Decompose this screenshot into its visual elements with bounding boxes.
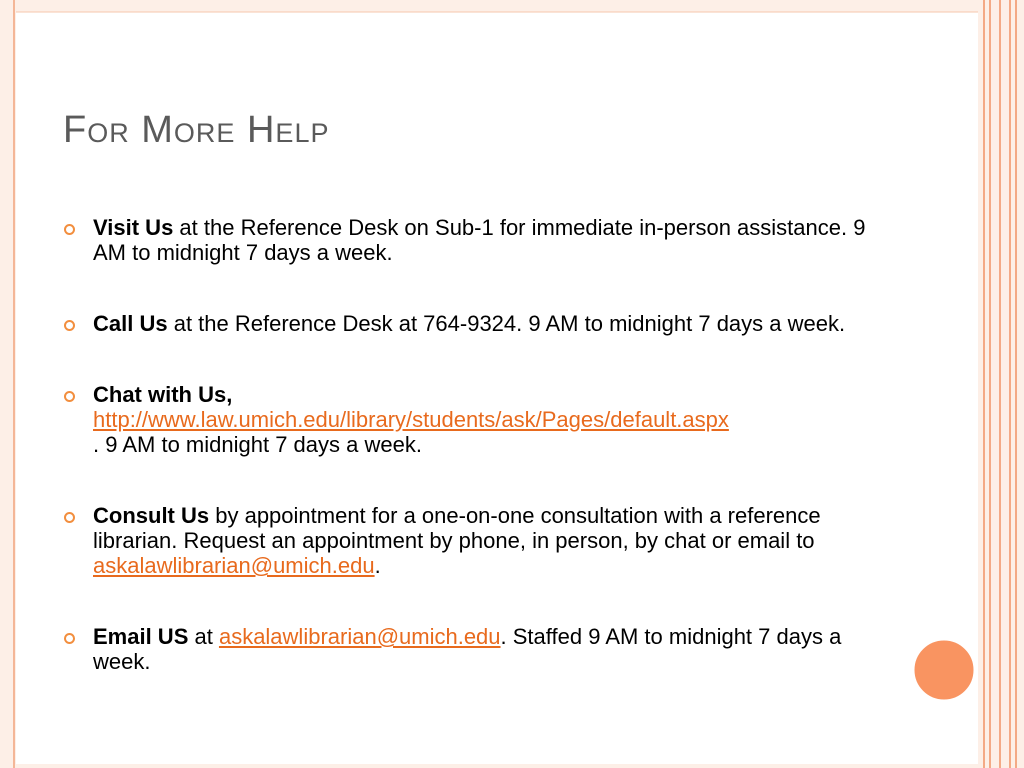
bullet-lead-text: Email US xyxy=(93,624,189,649)
bullet-lead-text: Chat with Us, xyxy=(93,382,233,407)
list-item-visit-us xyxy=(64,215,894,265)
list-item-chat-with-us xyxy=(64,382,894,457)
slide-title: For More Help xyxy=(63,109,330,151)
chat-page-link[interactable]: http://www.law.umich.edu/library/students/ask/Pages/default.aspx xyxy=(93,407,729,432)
help-options-list xyxy=(64,215,894,674)
consult-email-link[interactable]: askalawlibrarian@umich.edu xyxy=(93,553,375,578)
bullet-body-text: . 9 AM to midnight 7 days a week. xyxy=(93,432,422,457)
bullet-circle-icon xyxy=(64,224,75,235)
bullet-circle-icon xyxy=(64,320,75,331)
email-us-link[interactable]: askalawlibrarian@umich.edu xyxy=(218,624,501,649)
bullet-lead-text: Call Us xyxy=(93,311,168,336)
bullet-body-text: at the Reference Desk on Sub-1 for immediate in-person assistance. 9 AM to midnight 7 days a week. xyxy=(93,215,866,265)
bullet-circle-icon xyxy=(64,633,75,644)
list-item-call-us xyxy=(64,311,894,336)
bullet-lead-text: Visit Us xyxy=(93,215,174,240)
bullet-trailing-text: . xyxy=(374,553,381,578)
bullet-trailing-text: . Staffed 9 AM to midnight 7 days a week. xyxy=(93,624,842,674)
bullet-circle-icon xyxy=(64,512,75,523)
decorative-orange-circle xyxy=(913,639,975,701)
bullet-lead-text: Consult Us xyxy=(93,503,210,528)
list-item-consult-us xyxy=(64,503,894,578)
bullet-body-text: at the Reference Desk at 764-9324. 9 AM to midnight 7 days a week. xyxy=(167,311,846,336)
bullet-body-text: at xyxy=(188,624,219,649)
bullet-body-text: by appointment for a one-on-one consultation with a reference librarian. Request an appointment by phone, in person, by chat or email to xyxy=(93,503,821,553)
list-item-email-us xyxy=(64,624,894,674)
right-stripe-band xyxy=(981,0,1024,768)
bullet-circle-icon xyxy=(64,391,75,402)
